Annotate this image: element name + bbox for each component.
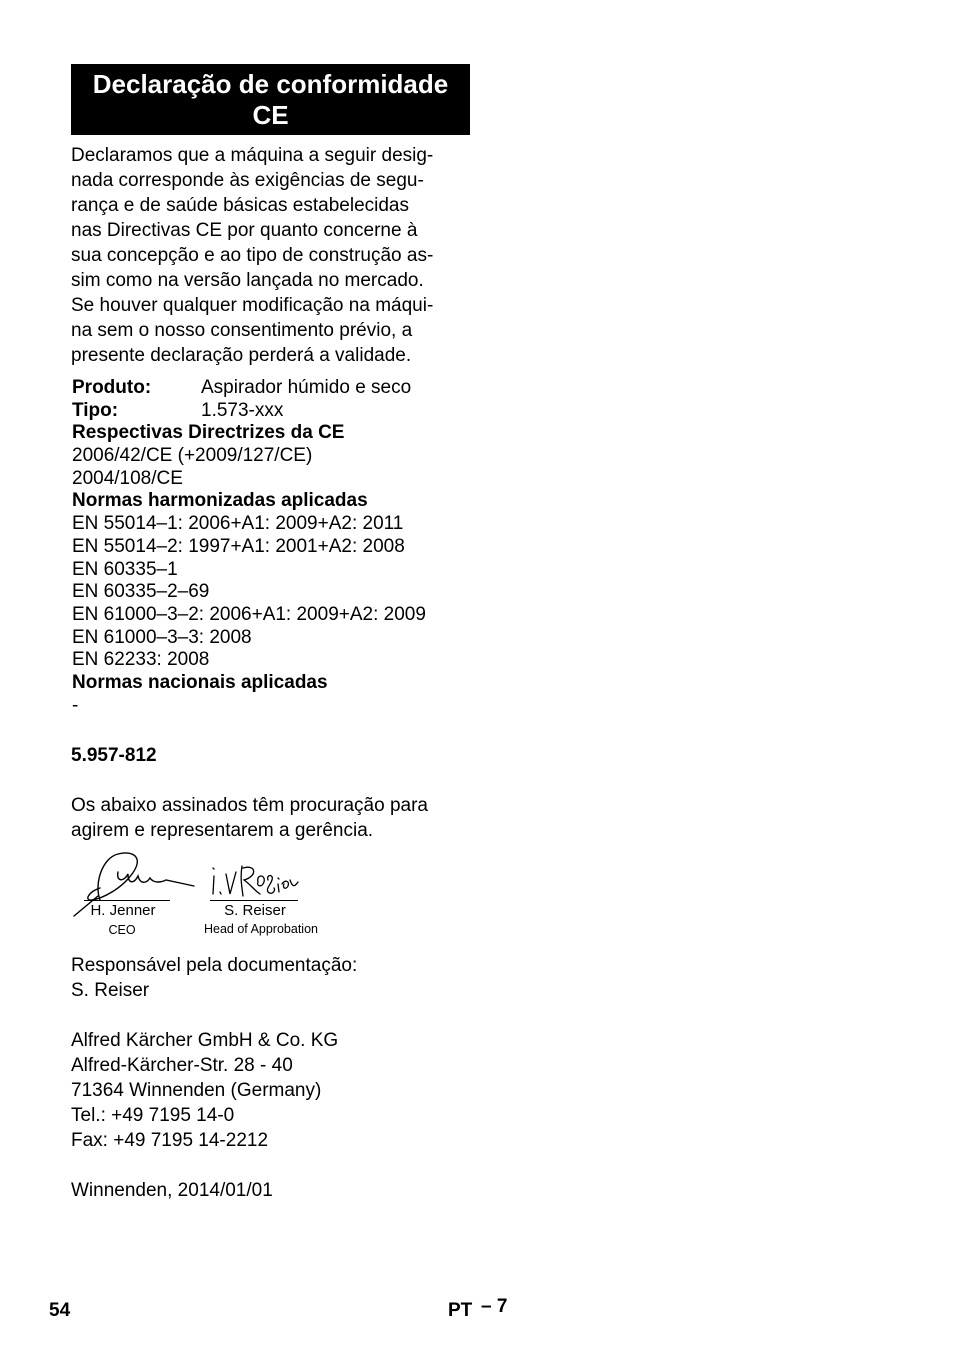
signature-line-jenner <box>84 900 170 901</box>
type-value: 1.573-xxx <box>201 399 284 421</box>
document-number: 5.957-812 <box>71 745 157 766</box>
intro-line: Se houver qualquer modificação na máqui- <box>71 295 434 316</box>
intro-paragraph <box>71 143 433 368</box>
directives-heading: Respectivas Directrizes da CE <box>72 422 345 444</box>
intro-line: presente declaração perderá a validade. <box>71 345 412 366</box>
product-label: Produto: <box>72 377 152 398</box>
intro-line: nas Directivas CE por quanto concerne à <box>71 220 418 241</box>
company-fax: Fax: +49 7195 14-2212 <box>71 1130 269 1151</box>
section-title-line-2: CE <box>252 99 289 130</box>
intro-line: Declaramos que a máquina a seguir desig- <box>71 145 434 166</box>
harmonized-item: EN 62233: 2008 <box>72 649 210 671</box>
product-value: Aspirador húmido e seco <box>201 377 412 398</box>
company-city: 71364 Winnenden (Germany) <box>71 1080 322 1101</box>
harmonized-item: EN 60335–2–69 <box>72 581 210 603</box>
intro-line: sim como na versão lançada no mercado. <box>71 270 424 291</box>
signatory-role-jenner: CEO <box>108 923 136 937</box>
footer-section: – 7 <box>481 1296 508 1317</box>
harmonized-item: EN 55014–1: 2006+A1: 2009+A2: 2011 <box>72 513 404 535</box>
documentation-label: Responsável pela documentação: <box>71 955 358 976</box>
proxy-statement <box>71 793 428 843</box>
harmonized-item: EN 60335–1 <box>72 558 178 580</box>
harmonized-heading: Normas harmonizadas aplicadas <box>72 490 368 512</box>
directive-item: 2004/108/CE <box>72 467 183 489</box>
type-row <box>72 400 426 423</box>
signatory-role-reiser: Head of Approbation <box>204 922 318 936</box>
proxy-line: agirem e representarem a gerência. <box>71 820 374 841</box>
place-date: Winnenden, 2014/01/01 <box>71 1180 273 1201</box>
intro-line: nada corresponde às exigências de segu- <box>71 170 424 191</box>
harmonized-item: EN 61000–3–2: 2006+A1: 2009+A2: 2009 <box>72 603 426 625</box>
signatory-name-jenner: H. Jenner <box>90 902 156 919</box>
intro-line: na sem o nosso consentimento prévio, a <box>71 320 413 341</box>
section-title-line-1: Declaração de conformidade <box>92 68 449 99</box>
harmonized-item: EN 55014–2: 1997+A1: 2001+A2: 2008 <box>72 535 405 557</box>
section-title <box>71 64 470 135</box>
product-row <box>72 377 426 400</box>
national-heading: Normas nacionais aplicadas <box>72 671 328 693</box>
company-name: Alfred Kärcher GmbH & Co. KG <box>71 1030 339 1051</box>
directive-item: 2006/42/CE (+2009/127/CE) <box>72 445 313 467</box>
company-street: Alfred-Kärcher-Str. 28 - 40 <box>71 1055 293 1076</box>
documentation-block <box>71 953 357 1003</box>
footer-language: PT <box>448 1300 473 1321</box>
proxy-line: Os abaixo assinados têm procuração para <box>71 795 428 816</box>
intro-line: rança e de saúde básicas estabelecidas <box>71 195 410 216</box>
harmonized-item: EN 61000–3–3: 2008 <box>72 626 252 648</box>
intro-line: sua concepção e ao tipo de construção as- <box>71 245 434 266</box>
company-address <box>71 1028 338 1153</box>
specification-block <box>72 377 426 717</box>
page-number: 54 <box>49 1300 71 1321</box>
company-phone: Tel.: +49 7195 14-0 <box>71 1105 235 1126</box>
signature-line-reiser <box>210 900 298 901</box>
national-value: - <box>72 694 79 716</box>
signatory-name-reiser: S. Reiser <box>224 902 286 919</box>
documentation-person: S. Reiser <box>71 980 150 1001</box>
type-label: Tipo: <box>72 399 119 421</box>
signature-reiser <box>208 858 304 902</box>
